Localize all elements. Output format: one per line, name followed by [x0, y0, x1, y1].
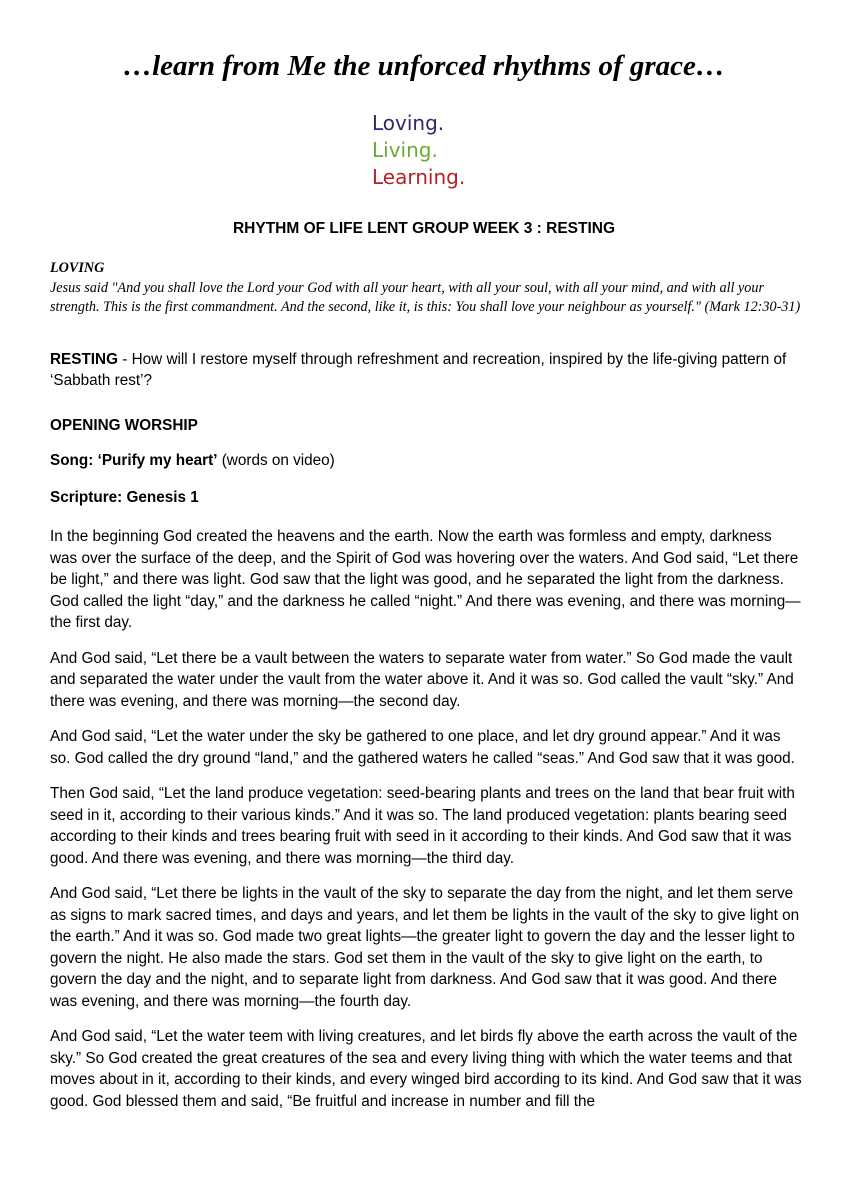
song-line — [50, 452, 802, 470]
logo-living: Living. — [372, 138, 438, 162]
paragraph: In the beginning God created the heavens and the earth. Now the earth was formless and empty, darkness was over the surface of the deep, and the Spirit of God was hovering over the waters. And God said, “Let there be light,” and there was light. God saw that the light was good, and he separated the light from the darkness. God called the light “day,” and the darkness he called “night.” And there was evening, and there was morning—the first day. — [50, 528, 801, 631]
song-note: (words on video) — [217, 452, 335, 469]
loving-label: LOVING — [50, 260, 105, 276]
loving-quote: Jesus said "And you shall love the Lord your God with all your heart, with all your soul, with all your mind, and with all your strength. This is the first commandment. And the second, like it, is this: You shall love your neighbour as yourself." (Mark 12:30-31) — [50, 279, 801, 315]
paragraph: Then God said, “Let the land produce vegetation: seed-bearing plants and trees on the land that bear fruit with seed in it, according to their various kinds.” And it was so. The land produced vegetation: plants bearing seed according to their kinds and trees bearing fruit with seed in it according to their kinds. And God saw that it was good. And there was evening, and there was morning—the third day. — [50, 785, 795, 867]
resting-label: RESTING — [50, 351, 118, 368]
paragraph: And God said, “Let there be lights in the vault of the sky to separate the day from the night, and let them serve as signs to mark sacred times, and days and years, and let them be lights in the vault of the sky to give light on the earth.” And it was so. God made two great lights—the greater light to govern the day and the lesser light to govern the night. He also made the stars. God set them in the vault of the sky to give light on the earth, to govern the day and the night, and to separate light from darkness. And God saw that it was good. And there was evening, and there was morning—the fourth day. — [50, 885, 800, 1010]
loving-living-learning-logo — [372, 110, 492, 191]
resting-section — [50, 349, 802, 391]
opening-worship-heading: OPENING WORSHIP — [50, 417, 198, 434]
page-title: …learn from Me the unforced rhythms of grace… — [123, 50, 725, 82]
song-label: Song: ‘Purify my heart’ — [50, 452, 218, 469]
paragraph: And God said, “Let there be a vault between the waters to separate water from water.” So God made the vault and separated the water under the vault from the water above it. And it was so. God called the vault “sky.” And there was evening, and there was morning—the second day. — [50, 649, 794, 710]
scripture-text — [50, 526, 802, 1126]
paragraph: And God said, “Let the water under the sky be gathered to one place, and let dry ground appear.” And it was so. God called the dry ground “land,” and the gathered waters he called “seas.” And God saw that it was good. — [50, 728, 795, 767]
paragraph: And God said, “Let the water teem with living creatures, and let birds fly above the earth across the vault of the sky.” So God created the great creatures of the sea and every living thing with which the water teems and that moves about in it, according to their kinds, and every winged bird according to its kind. And God saw that it was good. God blessed them and said, “Be fruitful and increase in number and fill the — [50, 1028, 802, 1110]
scripture-heading: Scripture: Genesis 1 — [50, 489, 199, 506]
logo-loving: Loving. — [372, 111, 445, 135]
resting-text: - How will I restore myself through refreshment and recreation, inspired by the life-giving pattern of ‘Sabbath rest’? — [50, 351, 787, 389]
section-heading: RHYTHM OF LIFE LENT GROUP WEEK 3 : RESTING — [232, 220, 616, 237]
loving-section — [50, 259, 802, 318]
logo-learning: Learning. — [372, 165, 466, 189]
